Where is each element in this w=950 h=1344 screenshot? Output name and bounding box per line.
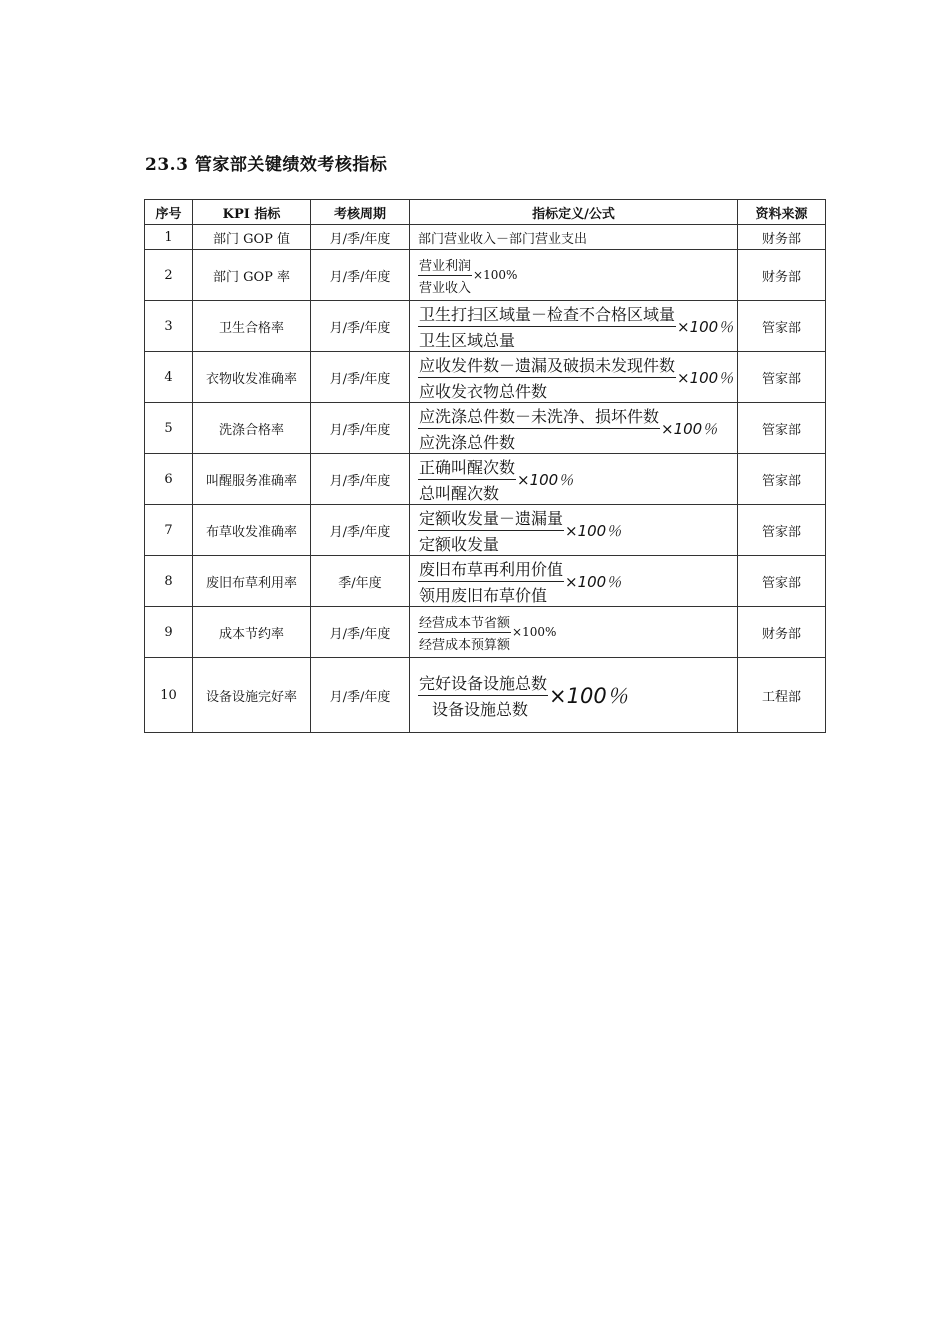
formula-numerator: 卫生打扫区域量－检查不合格区域量	[418, 302, 676, 327]
cell-kpi: 洗涤合格率	[193, 403, 311, 454]
cell-no: 9	[145, 607, 193, 658]
cell-source: 财务部	[738, 607, 826, 658]
table-row	[145, 225, 826, 250]
header-no: 序号	[145, 200, 193, 225]
table-row	[145, 301, 826, 352]
cell-no: 8	[145, 556, 193, 607]
cell-definition	[410, 301, 738, 352]
formula-multiplier: ×100％	[565, 572, 622, 591]
header-definition: 指标定义/公式	[410, 200, 738, 225]
formula-denominator: 总叫醒次数	[419, 483, 500, 503]
formula	[418, 353, 733, 402]
formula	[418, 404, 717, 453]
formula-denominator: 应洗涤总件数	[419, 432, 516, 452]
formula-multiplier: ×100％	[565, 521, 622, 540]
table-header-row	[145, 200, 826, 225]
formula-multiplier: ×100％	[677, 317, 734, 336]
table-row	[145, 556, 826, 607]
cell-no: 4	[145, 352, 193, 403]
formula-multiplier: ×100％	[677, 368, 734, 387]
cell-source: 工程部	[738, 658, 826, 733]
formula	[418, 455, 573, 504]
cell-no: 10	[145, 658, 193, 733]
cell-definition	[410, 454, 738, 505]
formula-numerator: 废旧布草再利用价值	[418, 557, 564, 582]
table-row	[145, 250, 826, 301]
cell-period: 月/季/年度	[311, 454, 410, 505]
cell-period: 月/季/年度	[311, 301, 410, 352]
cell-period: 月/季/年度	[311, 250, 410, 301]
cell-period: 月/季/年度	[311, 658, 410, 733]
cell-kpi: 部门 GOP 率	[193, 250, 311, 301]
formula-denominator: 应收发衣物总件数	[419, 381, 548, 401]
cell-no: 5	[145, 403, 193, 454]
table-row	[145, 403, 826, 454]
cell-kpi: 衣物收发准确率	[193, 352, 311, 403]
cell-definition	[410, 505, 738, 556]
formula-multiplier: ×100％	[517, 470, 574, 489]
table-row	[145, 607, 826, 658]
formula-numerator: 定额收发量－遗漏量	[418, 506, 564, 531]
formula-numerator: 完好设备设施总数	[418, 671, 548, 696]
kpi-table	[144, 199, 826, 733]
cell-definition	[410, 658, 738, 733]
cell-kpi: 废旧布草利用率	[193, 556, 311, 607]
cell-period: 月/季/年度	[311, 225, 410, 250]
cell-period: 月/季/年度	[311, 352, 410, 403]
formula-multiplier: ×100%	[512, 625, 557, 639]
cell-definition	[410, 556, 738, 607]
formula	[418, 302, 733, 351]
cell-kpi: 叫醒服务准确率	[193, 454, 311, 505]
header-kpi: KPI 指标	[193, 200, 311, 225]
table-row	[145, 505, 826, 556]
formula-multiplier: ×100%	[473, 268, 518, 282]
table-row	[145, 454, 826, 505]
cell-kpi: 卫生合格率	[193, 301, 311, 352]
cell-kpi: 设备设施完好率	[193, 658, 311, 733]
cell-no: 1	[145, 225, 193, 250]
formula-numerator: 应收发件数－遗漏及破损未发现件数	[418, 353, 676, 378]
formula	[418, 671, 628, 720]
formula-numerator: 营业利润	[418, 255, 472, 276]
cell-source: 管家部	[738, 556, 826, 607]
cell-no: 2	[145, 250, 193, 301]
formula-multiplier: ×100％	[661, 419, 718, 438]
formula-multiplier: ×100％	[549, 684, 628, 708]
cell-definition	[410, 403, 738, 454]
cell-period: 月/季/年度	[311, 505, 410, 556]
cell-source: 管家部	[738, 352, 826, 403]
cell-no: 3	[145, 301, 193, 352]
cell-source: 管家部	[738, 505, 826, 556]
cell-kpi: 成本节约率	[193, 607, 311, 658]
cell-definition	[410, 352, 738, 403]
formula-denominator: 领用废旧布草价值	[419, 585, 548, 605]
formula	[418, 255, 517, 296]
cell-period: 月/季/年度	[311, 607, 410, 658]
header-period: 考核周期	[311, 200, 410, 225]
cell-source: 财务部	[738, 250, 826, 301]
formula-denominator: 卫生区域总量	[419, 330, 516, 350]
formula-numerator: 经营成本节省额	[418, 612, 511, 633]
cell-kpi: 布草收发准确率	[193, 505, 311, 556]
cell-source: 管家部	[738, 454, 826, 505]
table-row	[145, 658, 826, 733]
cell-no: 7	[145, 505, 193, 556]
table-row	[145, 352, 826, 403]
formula-denominator: 设备设施总数	[432, 699, 529, 719]
cell-period: 季/年度	[311, 556, 410, 607]
cell-no: 6	[145, 454, 193, 505]
formula-denominator: 营业收入	[419, 280, 472, 296]
formula-denominator: 定额收发量	[419, 534, 500, 554]
header-source: 资料来源	[738, 200, 826, 225]
cell-kpi: 部门 GOP 值	[193, 225, 311, 250]
formula	[418, 612, 556, 653]
section-heading: 23.3 管家部关键绩效考核指标	[145, 155, 388, 175]
formula	[418, 557, 621, 606]
cell-source: 管家部	[738, 403, 826, 454]
formula	[418, 506, 621, 555]
formula-denominator: 经营成本预算额	[419, 637, 511, 653]
cell-source: 财务部	[738, 225, 826, 250]
cell-source: 管家部	[738, 301, 826, 352]
formula-numerator: 正确叫醒次数	[418, 455, 516, 480]
cell-definition: 部门营业收入－部门营业支出	[410, 225, 738, 250]
formula-numerator: 应洗涤总件数－未洗净、损坏件数	[418, 404, 660, 429]
cell-definition	[410, 607, 738, 658]
cell-period: 月/季/年度	[311, 403, 410, 454]
cell-definition	[410, 250, 738, 301]
